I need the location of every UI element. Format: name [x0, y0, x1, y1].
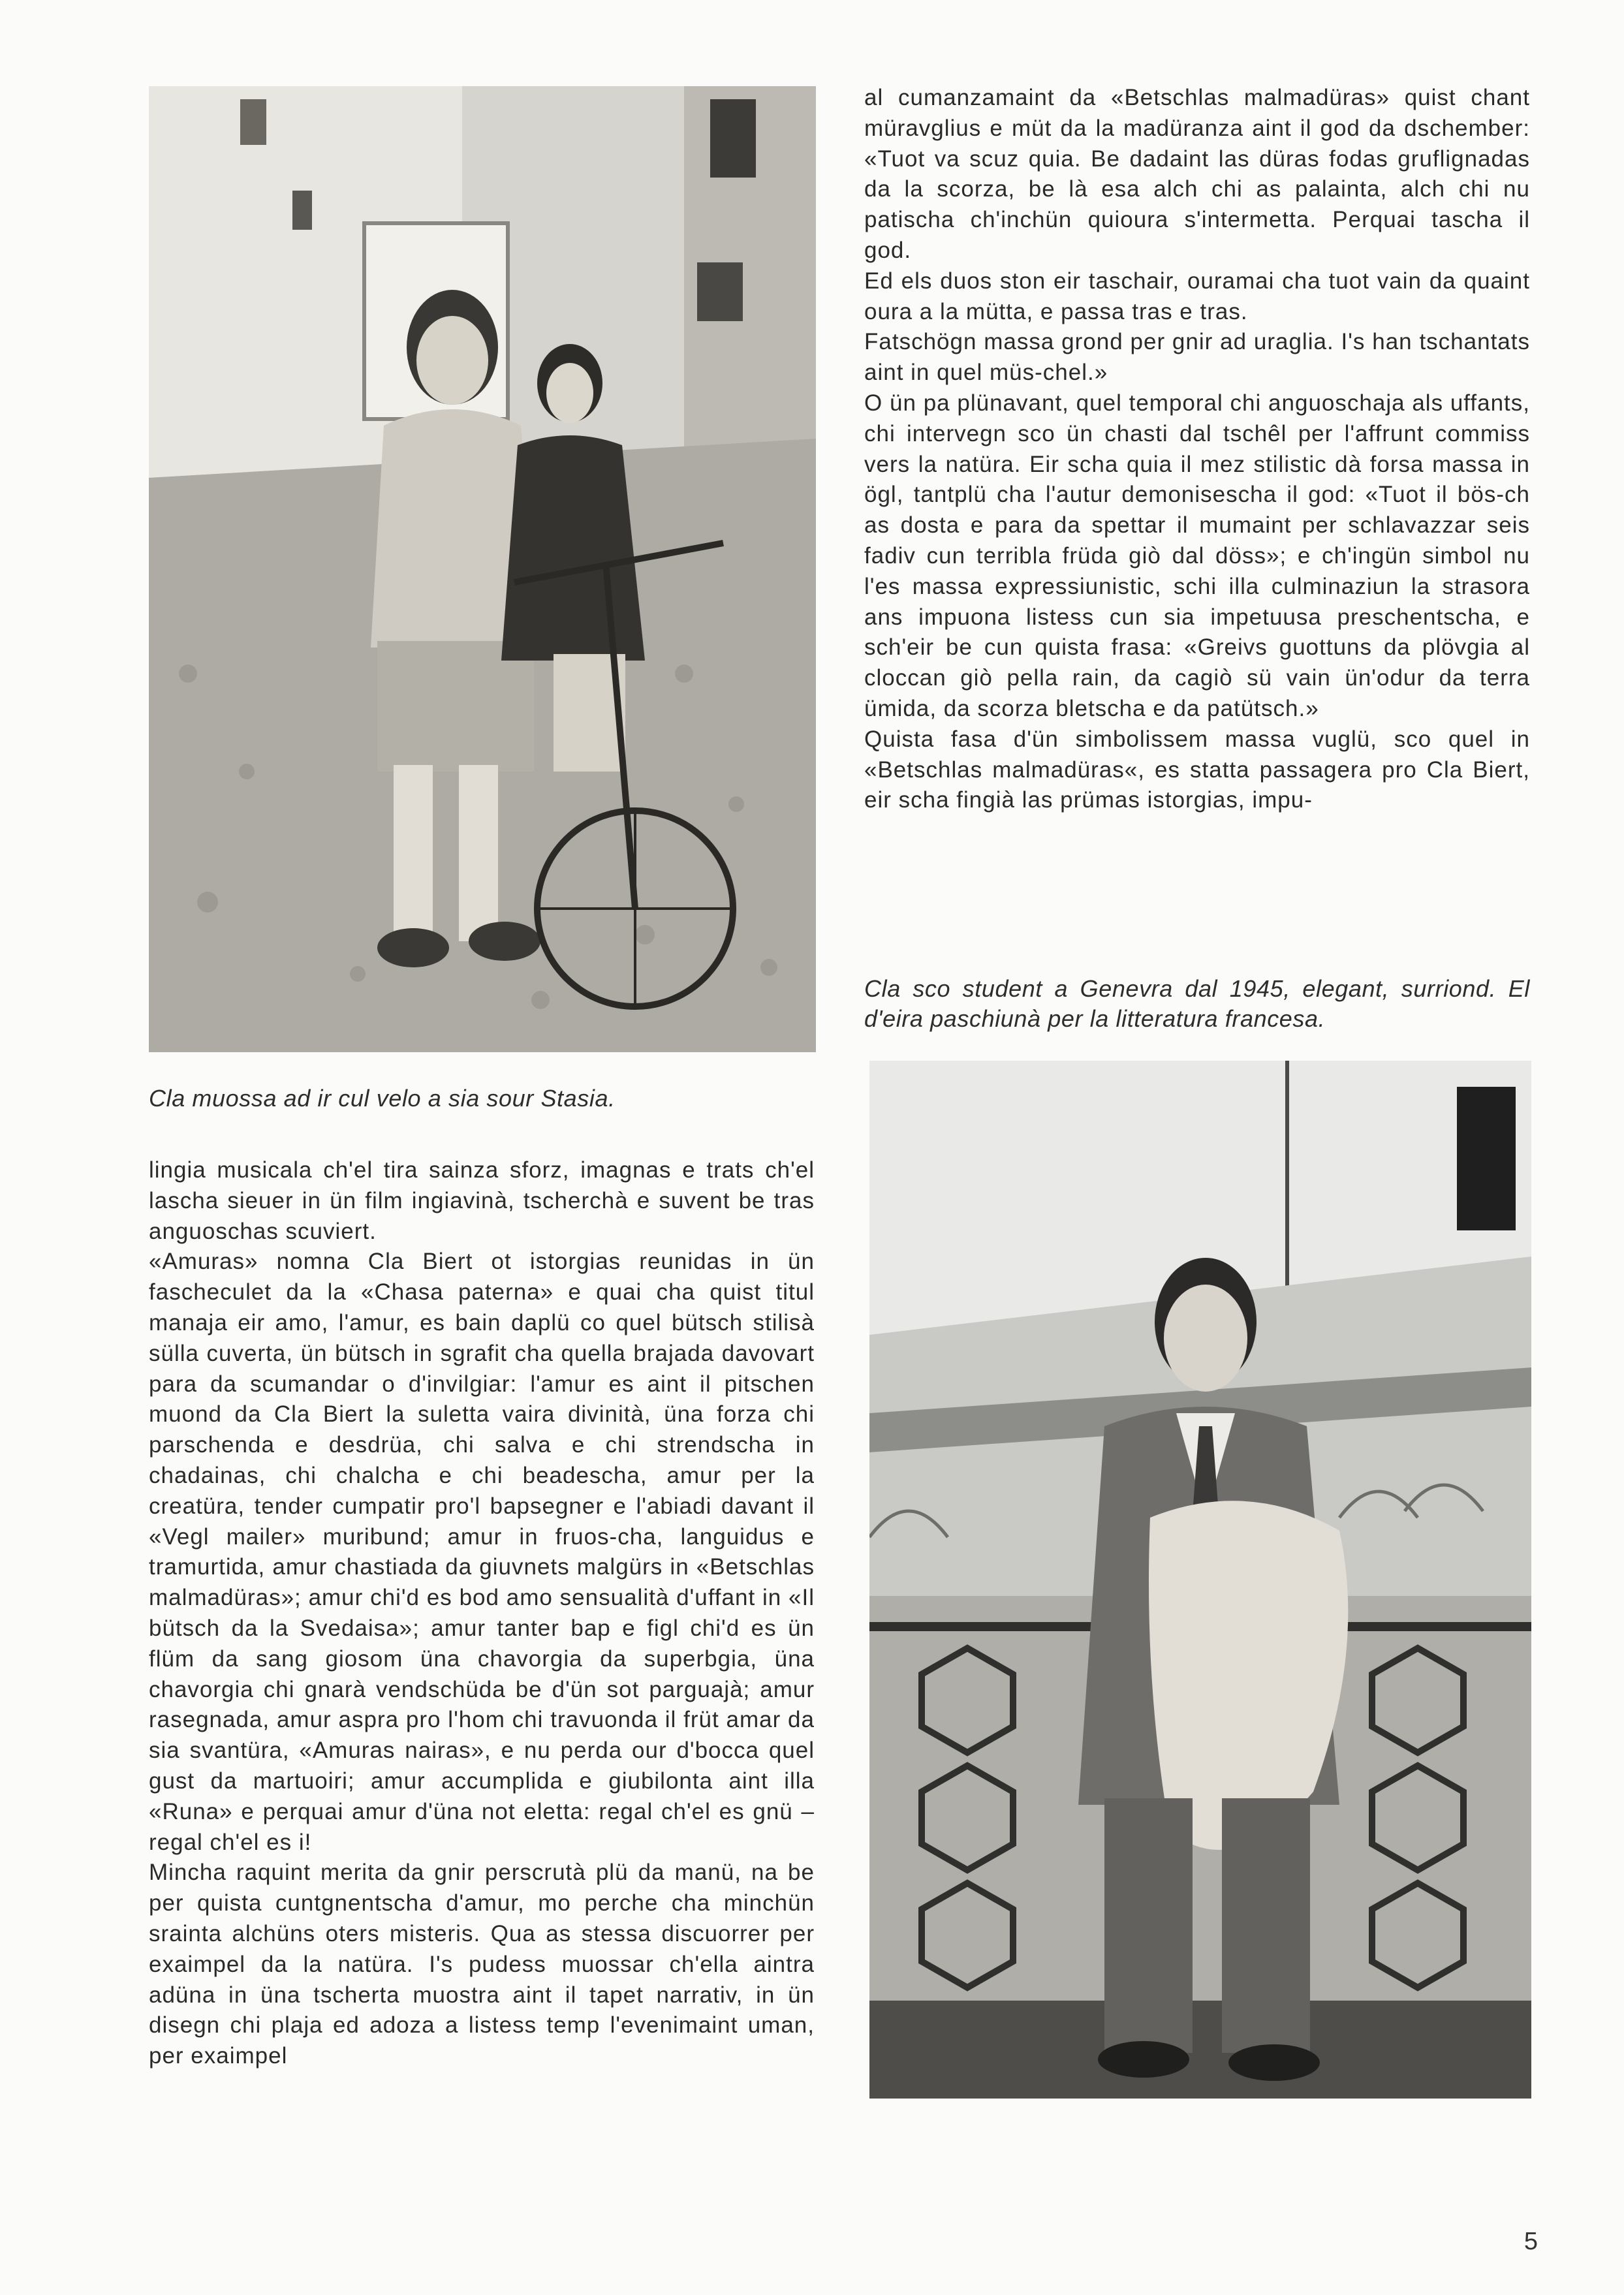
photo-children-bicycle	[149, 86, 816, 1052]
photo-student-geneva	[869, 1061, 1531, 2099]
page-number: 5	[1523, 2228, 1538, 2255]
text-column-right	[864, 83, 1530, 816]
photo-caption-children: Cla muossa ad ir cul velo a sia sour Stasia.	[149, 1085, 616, 1112]
body-text-left: lingia musicala ch'el tira sainza sforz, imagnas e trats ch'el lascha sieuer in ün film ingiavinà, tscherchà e suvent be tras anguoschas scuviert. «Amuras» nomna Cla Biert ot istorgias reunidas in ün fascheculet da la «Chasa paterna» e quai cha quist titul manaja eir amo, l'amur, es bain daplü co quel bütsch stilisà sülla cuverta, ün bütsch in sgrafit cha quella brajada davovart para da scumandar o d'invilgiar: l'amur es aint il pitschen muond da Cla Biert la suletta vaira divinità, üna forza chi parschenda e desdrüa, chi salva e chi strendscha in chadainas, chi chalcha e chi beadescha, amur per la creatüra, tender cumpatir pro'l bapsegner e l'abiadi davant il «Vegl mailer» muribund; amur in fruos-cha, languidus e tramurtida, amur chastiada da giuvnets malgürs in «Betschlas malmadüras»; amur chi'd es bod amo sensualità d'uffant in «Il bütsch da la Svedaisa»; amur tanter bap e figl chi'd es ün flüm da sang giosom üna chavorgia da superbgia, üna chavorgia chi gnarà vendschüda be d'ün sot parguajà; amur rasegnada, amur aspra pro l'hom chi travuonda il früt amar da sia svantüra, «Amuras nairas», e nu perda our d'bocca quel gust da martuoiri; amur accumplida e giubilonta aint illa «Runa» e perquai amur d'üna not eletta: regal ch'el es gnü – regal ch'el es i! Mincha raquint merita da gnir perscrutà plü da manü, na be per quista cuntgnentscha d'amur, mo perche cha minchün srainta alchüns oters misteris. Qua as stessa discuorrer per exaimpel da la natüra. I's pudess muossar ch'ella aintra adüna in üna tscherta muostra aint il tapet narrativ, in ün disegn chi plaja ed adoza a listess temp l'evenimaint uman, per exaimpel	[149, 1157, 815, 2069]
text-column-left	[149, 1155, 815, 2072]
photo-caption-student: Cla sco student a Genevra dal 1945, elegant, surriond. El d'eira paschiunà per la litteratura francesa.	[864, 975, 1530, 1032]
body-text-right: al cumanzamaint da «Betschlas malmadüras» quist chant müravglius e müt da la madüranza aint il god da dschember: «Tuot va scuz quia. Be dadaint las düras fodas gruflignadas da la scorza, be là esa alch chi as palainta, alch chi nu patischa ch'inchün quioura s'intermetta. Perquai tascha il god. Ed els duos ston eir taschair, ouramai cha tuot vain da quaint oura a la mütta, e passa tras e tras. Fatschögn massa grond per gnir ad uraglia. I's han tschantats aint in quel müs-chel.» O ün pa plünavant, quel temporal chi anguoschaja als uffants, chi intervegn sco ün chasti dal tschêl per l'affrunt commiss vers la natüra. Eir scha quia il mez stilistic dà forsa massa in ögl, tantplü cha l'autur demonisescha il god: «Tuot il bös-ch as dosta e para da spettar il mumaint per schlavazzar seis fadiv cun terribla früda giò dal döss»; e ch'ingün simbol nu l'es massa expressiunistic, schi illa culminaziun la strasora ans impuona listess cun sia impetuusa preschentscha, e sch'eir be cun quista frasa: «Greivs guottuns da plövgia al cloccan giò pella rain, da cagiò sü vain ün'odur da terra ümida, da scorza bletscha e da patütsch.» Quista fasa d'ün simbolissem massa vuglü, sco quel in «Betschlas malmadüras«, es statta passagera pro Cla Biert, eir scha fingià las prümas istorgias, impu-	[864, 85, 1530, 813]
